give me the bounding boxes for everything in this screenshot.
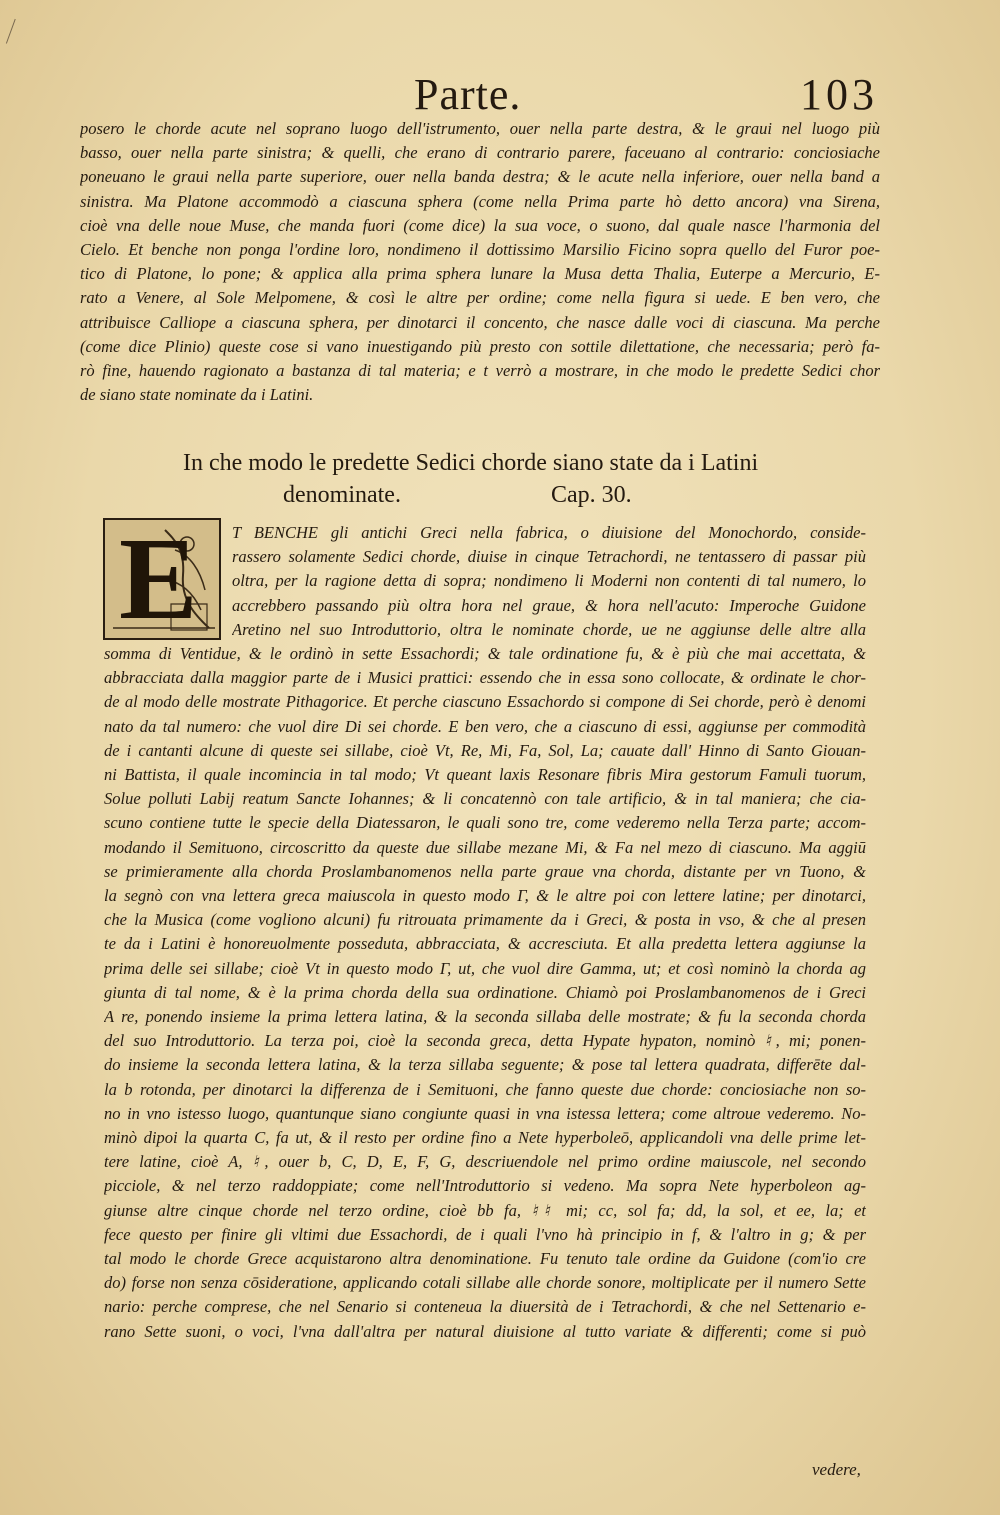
text-line: modando il Semituono, circoscritto da queste due sillabe mezane Mi, & Fa nel mezo di ciascuno. Ma aggiū bbox=[104, 837, 866, 857]
chapter-heading bbox=[183, 447, 823, 511]
text-line: rato a Venere, al Sole Melpomene, & così le altre per ordine; come nella figura si uede. E ben vero, che bbox=[80, 288, 880, 308]
text-line: poneuano le graui nella parte superiore, ouer nella banda destra; & le acute nella inferiore, ouer nella band a bbox=[80, 167, 880, 187]
text-line: che la Musica (come vogliono alcuni) fu ritrouata primamente da i Greci, & posta in vso, & che al presen bbox=[104, 910, 866, 930]
text-line: minò dipoi la quarta C, fa ut, & il resto per ordine fino a Nete hyperboleō, applicandoli vna delle prime let- bbox=[104, 1128, 866, 1148]
text-line: de al modo delle mostrate Pithagorice. Et perche ciascuno Essachordo si compone di Sei chorde, però è denomi bbox=[104, 692, 866, 712]
text-line: tal modo le chorde Grece acquistarono altra denominatione. Fu tenuto tale ordine da Guidone (com'io cre bbox=[104, 1249, 866, 1269]
text-line: Solue polluti Labij reatum Sancte Iohannes; & li concatennò con tale artificio, & in tal maniera; che cia- bbox=[104, 789, 866, 809]
text-line: do) forse non senza cōsideratione, applicando cotali sillabe alle chorde sonore, moltiplicate per il numero Sette bbox=[104, 1273, 866, 1293]
paragraph-beside-initial bbox=[232, 521, 866, 642]
text-line: fece questo per finire gli vltimi due Essachordi, de i quali l'vno hà principio in f, & l'altro in g; & per bbox=[104, 1224, 866, 1244]
text-line: la segnò con vna lettera greca maiuscola in questo modo Γ, & le altre poi con lettere latine; per dinotarci, bbox=[104, 886, 866, 906]
text-line: se primieramente alla chorda Proslambanomenos nella parte graue vna chorda, distante per vn Tuono, & bbox=[104, 861, 866, 881]
text-line: rò fine, hauendo ragionato a bastanza di tal materia; e t verrò a mostrare, in che modo le predette Sedici chor bbox=[80, 361, 880, 381]
text-line: accrebbero passando più oltra hora nel graue, & hora nell'acuto: Imperoche Guidone bbox=[232, 595, 866, 615]
text-line: giunse altre cinque chorde nel terzo ordine, cioè bb fa, ♮♮ mi; cc, sol fa; dd, la sol, et ee, la; et bbox=[104, 1200, 866, 1220]
initial-letter: E bbox=[119, 518, 198, 640]
chapter-heading-line bbox=[183, 479, 823, 511]
text-line: giunta di tal nome, & è la prima chorda della sua ordinatione. Chiamò poi Proslambanomenos de i Greci bbox=[104, 982, 866, 1002]
catchword: vedere, bbox=[812, 1460, 861, 1479]
chapter-heading-end: denominate. bbox=[283, 482, 401, 508]
text-line: prima delle sei sillabe; cioè Vt in questo modo Γ, ut, che vuol dire Gamma, ut; et così nominò la chorda ag bbox=[104, 958, 866, 978]
text-line: do insieme la seconda lettera latina, & la terza sillaba seguente; & pose tal lettera quadrata, differēte dal- bbox=[104, 1055, 866, 1075]
text-line: basso, ouer nella parte sinistra; & quelli, che erano di contrario parere, faceuano al contrario: conciosiache bbox=[80, 143, 880, 163]
text-line: sinistra. Ma Platone accommodò a ciascuna sphera (come nella Prima parte hò detto ancora) vna Sirena, bbox=[80, 191, 880, 211]
text-line: attribuisce Calliope a ciascuna sphera, per dinotarci il concento, che nasce dalle voci di ciascuna. Ma perche bbox=[80, 312, 880, 332]
text-line: de siano state nominate da i Latini. bbox=[80, 385, 314, 405]
text-line: del suo Introduttorio. La terza poi, cioè la seconda greca, detta Hypate hypaton, nominò ♮, mi; ponen- bbox=[104, 1031, 866, 1051]
page-number: 103 bbox=[800, 70, 878, 119]
text-line: T BENCHE gli antichi Greci nella fabrica, o diuisione del Monochordo, conside- bbox=[232, 523, 866, 542]
text-line: cioè vna delle noue Muse, che manda fuori (come dice) la sua voce, o suono, dal quale nasce l'harmonia del bbox=[80, 215, 880, 235]
paragraph-continued bbox=[80, 117, 880, 407]
text-line: somma di Ventidue, & le ordinò in sette Essachordi; & tale ordinatione fu, & è più che mai accettata, & bbox=[104, 644, 866, 663]
text-line: tico di Platone, lo pone; & applica alla prima sphera lunare la Musa detta Thalia, Euterpe a Mercurio, E- bbox=[80, 264, 880, 284]
text-line: rassero solamente Sedici chorde, diuise in cinque Tetrachordi, ne tentassero di passar più bbox=[232, 547, 866, 567]
paragraph-body bbox=[104, 642, 866, 1344]
text-line: de i cantanti alcune di queste sei sillabe, cioè Vt, Re, Mi, Fa, Sol, La; cauate dall' Hinno di Santo Giouan- bbox=[104, 740, 866, 760]
text-line: posero le chorde acute nel soprano luogo dell'istrumento, ouer nella parte destra, & le graui nel luogo più bbox=[80, 119, 880, 138]
text-line: no in vno istesso luogo, quantunque siano congiunte quasi in vna istessa lettera; come altroue vederemo. No- bbox=[104, 1103, 866, 1123]
text-line: A re, ponendo insieme la prima lettera latina, & la seconda sillaba delle mostrate; & fu la seconda chorda bbox=[104, 1007, 866, 1027]
text-line: rano Sette suoni, o voci, l'vna dall'altra per natural diuisione al tutto variate & differenti; come si può bbox=[104, 1321, 866, 1341]
text-line: nato da tal numero: che vuol dire Di sei chorde. E ben vero, che a ciascuno di essi, aggiunse per commodità bbox=[104, 716, 866, 736]
text-line: abbracciata dalla maggior parte de i Musici prattici: essendo che in essa sono collocate, & ordinate le chor- bbox=[104, 668, 866, 688]
text-line: te da i Latini è honoreuolmente posseduta, abbracciata, & accresciuta. Et alla predetta lettera aggiunse la bbox=[104, 934, 866, 954]
text-line: (come dice Plinio) queste cose si vano inuestigando più presto con sottile dilettatione, che necessaria; però fa- bbox=[80, 336, 880, 356]
text-line: oltra, per la ragione detta di sopra; nondimeno li Moderni non contenti di tal numero, lo bbox=[232, 571, 866, 591]
running-title: Parte. bbox=[414, 70, 522, 119]
text-line: Aretino nel suo Introduttorio, oltra le nominate chorde, ue ne aggiunse delle altre alla bbox=[232, 619, 866, 639]
text-line: tere latine, cioè A, ♮, ouer b, C, D, E, F, G, descriuendole nel primo ordine maiuscole, nel secondo bbox=[104, 1152, 866, 1172]
text-line: Cielo. Et benche non ponga l'ordine loro, nondimeno il dottissimo Marsilio Ficino sopra quello del Furor poe- bbox=[80, 240, 880, 260]
chapter-number: Cap. 30. bbox=[550, 482, 632, 508]
margin-pen-mark bbox=[6, 19, 25, 47]
text-line: ni Battista, il quale incomincia in tal modo; Vt queant laxis Resonare fibris Mira gestorum Famuli tuorum, bbox=[104, 765, 866, 785]
text-line: la b rotonda, per dinotarci la differenza de i Semituoni, che fanno queste due chorde: conciosiache non so- bbox=[104, 1079, 866, 1099]
decorated-initial bbox=[103, 518, 221, 640]
text-line: scuno contiene tutte le specie della Diatessaron, le quali sono tre, come vederemo nella Terza parte; accom- bbox=[104, 813, 866, 833]
text-line: nario: perche comprese, che nel Senario si conteneua la diuersità de i Tetrachordi, & che nel Settenario e- bbox=[104, 1297, 866, 1317]
text-line: picciole, & nel terzo raddoppiate; come nell'Introduttorio si vedeno. Ma sopra Nete hyperboleon ag- bbox=[104, 1176, 866, 1196]
chapter-heading-line: In che modo le predette Sedici chorde siano state da i Latini bbox=[183, 450, 759, 476]
